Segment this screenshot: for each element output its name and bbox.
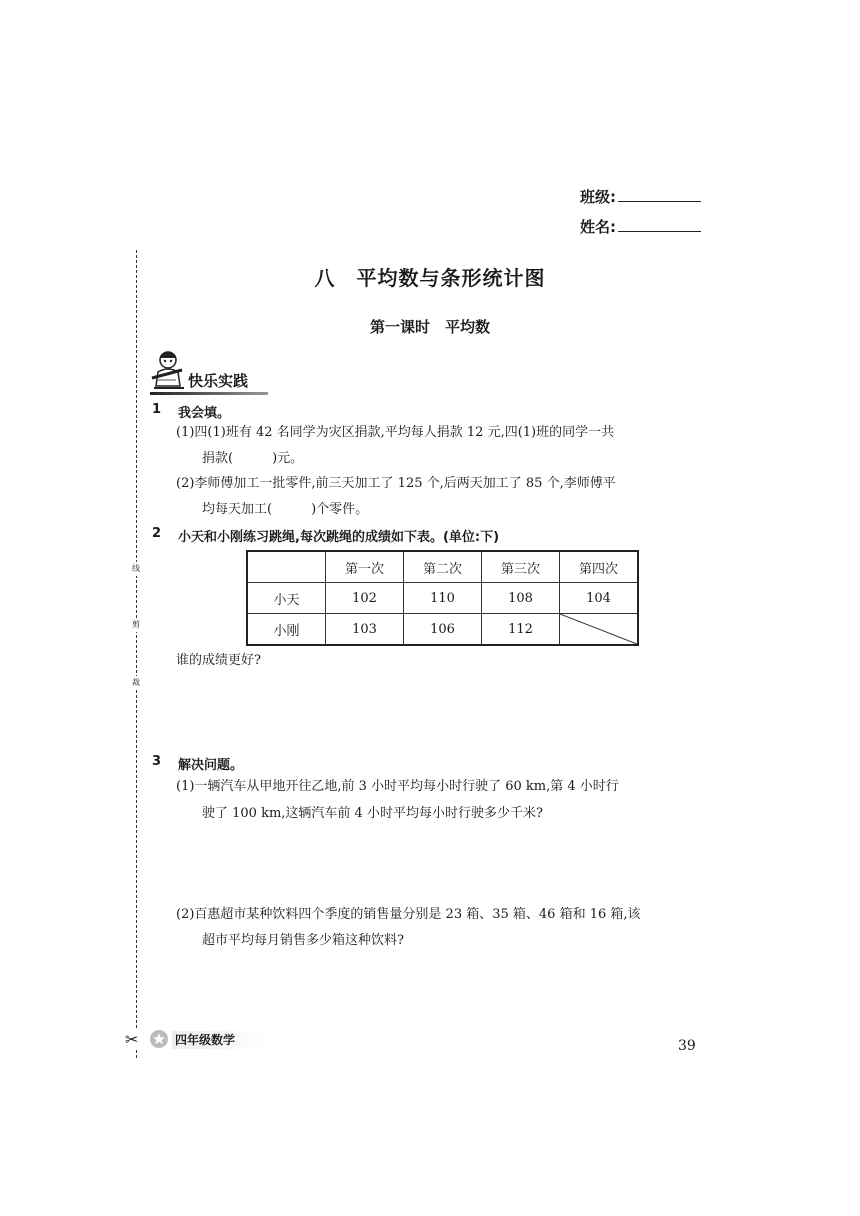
score-table — [246, 550, 639, 646]
table-header-cell: 第四次 — [560, 551, 639, 583]
book-title: 四年级数学 — [175, 1033, 236, 1047]
class-label: 班级: — [580, 188, 616, 206]
mascot-icon — [148, 348, 188, 394]
table-header-cell: 第三次 — [482, 551, 560, 583]
table-header-row — [247, 551, 638, 583]
cut-mark-cut: 剪 — [128, 618, 144, 632]
q2-question: 谁的成绩更好? — [176, 653, 261, 668]
cut-mark-trim: 裁 — [128, 676, 144, 690]
cut-line — [136, 250, 137, 1058]
class-blank[interactable] — [618, 189, 701, 202]
scissors-icon: ✂ — [125, 1030, 139, 1049]
q1-part2-line2: 均每天加工( )个零件。 — [202, 502, 369, 517]
table-header-cell: 第一次 — [326, 551, 404, 583]
table-header-cell: 第二次 — [404, 551, 482, 583]
name-blank[interactable] — [618, 219, 701, 232]
page-number: 39 — [678, 1038, 696, 1054]
table-row-label: 小刚 — [247, 614, 326, 646]
table-cell: 112 — [482, 614, 560, 646]
table-row-label: 小天 — [247, 583, 326, 614]
table-cell: 108 — [482, 583, 560, 614]
table-cell: 102 — [326, 583, 404, 614]
q3-part2-line2: 超市平均每月销售多少箱这种饮料? — [202, 933, 404, 948]
diagonal-line — [560, 614, 637, 644]
table-cell-empty-diagonal — [560, 614, 639, 646]
name-label: 姓名: — [580, 218, 616, 236]
q2-number: 2 — [152, 526, 162, 541]
table-header-cell — [247, 551, 326, 583]
q1-number: 1 — [152, 402, 162, 417]
class-field[interactable] — [580, 186, 701, 207]
section-underline — [150, 392, 268, 395]
q3-part2-line1: (2)百惠超市某种饮料四个季度的销售量分别是 23 箱、35 箱、46 箱和 16 箱,该 — [176, 907, 641, 922]
q3-part1-line2: 驶了 100 km,这辆汽车前 4 小时平均每小时行驶多少千米? — [202, 806, 543, 821]
q1-part1-line2: 捐款( )元。 — [202, 451, 304, 466]
star-badge-icon — [150, 1030, 168, 1048]
table-cell: 103 — [326, 614, 404, 646]
table-row — [247, 583, 638, 614]
q1-heading: 我会填。 — [178, 406, 231, 421]
q3-part1-line1: (1)一辆汽车从甲地开往乙地,前 3 小时平均每小时行驶了 60 km,第 4 小时行 — [176, 779, 619, 794]
q3-number: 3 — [152, 754, 162, 769]
table-row — [247, 614, 638, 646]
unit-title: 八 平均数与条形统计图 — [314, 266, 546, 290]
q1-part1-line1: (1)四(1)班有 42 名同学为灾区捐款,平均每人捐款 12 元,四(1)班的同学一共 — [176, 425, 615, 440]
section-title: 快乐实践 — [188, 372, 249, 390]
table-cell: 110 — [404, 583, 482, 614]
table-cell: 104 — [560, 583, 639, 614]
q2-heading: 小天和小刚练习跳绳,每次跳绳的成绩如下表。(单位:下) — [178, 530, 500, 545]
q1-part2-line1: (2)李师傅加工一批零件,前三天加工了 125 个,后两天加工了 85 个,李师傅平 — [176, 476, 616, 491]
name-field[interactable] — [580, 216, 701, 237]
q3-heading: 解决问题。 — [178, 758, 244, 773]
lesson-title: 第一课时 平均数 — [369, 318, 490, 336]
cut-mark-line: 线 — [128, 562, 144, 576]
table-cell: 106 — [404, 614, 482, 646]
